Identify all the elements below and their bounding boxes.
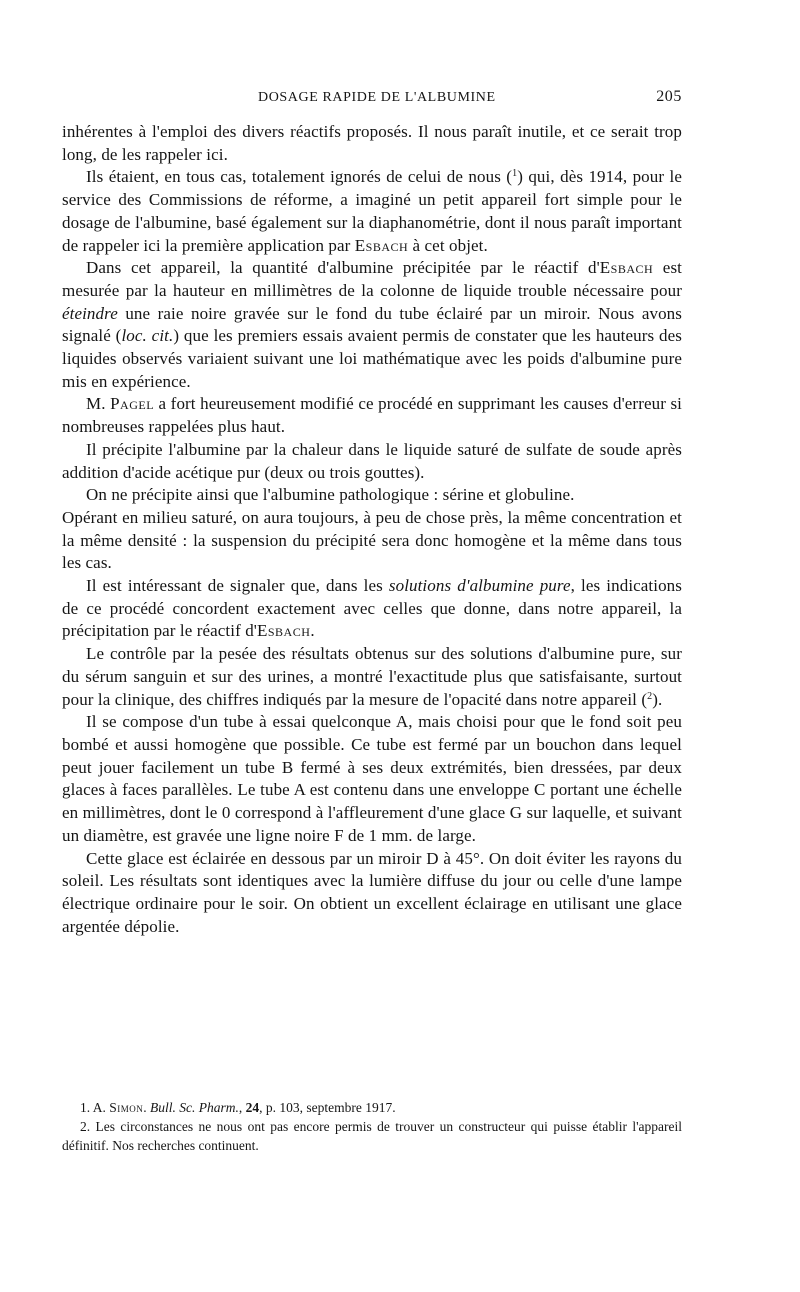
running-title: DOSAGE RAPIDE DE L'ALBUMINE	[258, 90, 496, 105]
text-run: Il précipite l'albumine par la chaleur dans le liquide saturé de sulfate de soude après addition d'acide acétique pur (deux ou trois gouttes).	[62, 439, 682, 482]
text-run: Il est intéressant de signaler que, dans les	[86, 576, 389, 596]
text-run: Dans cet appareil, la quantité d'albumine précipitée par le réactif d'	[86, 258, 600, 278]
journal-title: Bull. Sc. Pharm.	[150, 1100, 239, 1115]
italic-text: loc. cit.	[121, 326, 174, 346]
text-run: Opérant en milieu saturé, on aura toujours, à peu de chose près, la même concentration et la même densité : la suspension du précipité sera donc homogène et la même dans tous les cas.	[62, 507, 682, 573]
paragraph-9	[62, 643, 682, 711]
footnote-ref-2: 2	[647, 690, 653, 702]
text-run: Il se compose d'un tube à essai quelconque A, mais choisi pour que le fond soit peu bombé et aussi homogène que possible. Ce tube est fermé par un bouchon dans lequel peut jouer facilement un tube B fermé à ses deux extrémités, bien dressées, par deux glaces à faces parallèles. Le tube A est contenu dans une enveloppe C portant une échelle en millimètres, dont le 0 correspond à l'affleurement d'une glace G sur laquelle, et suivant un diamètre, est gravée une ligne noire F de 1 mm. de large.	[62, 712, 682, 845]
text-run: une raie noire gravée sur le fond du tube éclairé par un miroir. Nous avons signalé (	[62, 303, 682, 346]
paragraph-8	[62, 575, 682, 643]
body-text	[62, 121, 682, 938]
text-run: est mesurée par la hauteur en millimètres de la colonne de liquide trouble nécessaire pour	[62, 258, 682, 300]
text-run: , les indications de ce procédé concordent exactement avec celles que donne, dans notre appareil, la précipitation par le réactif d'	[62, 576, 682, 641]
author-name: Pagel	[110, 394, 155, 414]
paragraph-10	[62, 711, 682, 847]
text-run: ,	[238, 1100, 246, 1115]
paragraph-4	[62, 393, 682, 438]
footnote-ref-1: 1	[512, 168, 518, 180]
paragraph-3	[62, 257, 682, 393]
volume-number: 24	[245, 1100, 260, 1115]
paragraph-11	[62, 848, 682, 939]
author-name: Esbach	[256, 621, 311, 641]
paragraph-5	[62, 439, 682, 484]
paragraph-2	[62, 166, 682, 257]
text-run: Ils étaient, en tous cas, totalement ignorés de celui de nous (	[86, 167, 513, 187]
text-run: a fort heureusement modifié ce procédé en supprimant les causes d'erreur si nombreuses rappelées plus haut.	[62, 394, 683, 437]
text-run: ) qui, dès 1914, pour le service des Commissions de réforme, a imaginé un petit appareil fort simple pour le dosage de l'albumine, basé également sur la diaphanométrie, dont il nous paraît important de rappeler ici la première application par	[62, 167, 683, 255]
footnote-1	[62, 1098, 682, 1117]
text-run: .	[143, 1100, 151, 1115]
paragraph-1	[62, 121, 682, 166]
author-name: Esbach	[599, 258, 654, 278]
text-run: Le contrôle par la pesée des résultats obtenus sur des solutions d'albumine pure, sur du sérum sanguin et sur des urines, a montré l'exactitude plus que satisfaisante, surtout pour la clinique, des chiffres indiqués par la mesure de l'opacité dans notre appareil (	[62, 644, 682, 709]
paragraph-7	[62, 507, 682, 575]
text-run: ).	[652, 689, 663, 709]
author-name: Esbach	[354, 235, 409, 255]
text-run: Cette glace est éclairée en dessous par un miroir D à 45°. On doit éviter les rayons du soleil. Les résultats sont identiques avec la lumière diffuse du jour ou celle d'une lampe électrique ordinaire pour le soir. On obtient un excellent éclairage en utilisant une glace argentée dépolie.	[62, 848, 682, 936]
text-run: M.	[86, 394, 111, 414]
footnote-number: 1. A.	[80, 1100, 110, 1115]
paragraph-6	[62, 484, 682, 507]
text-run: ) que les premiers essais avaient permis de constater que les hauteurs des liquides observés variaient suivant une loi mathématique avec les poids d'albumine pure mis en expérience.	[62, 326, 682, 391]
text-run: , p. 103, septembre 1917.	[259, 1100, 396, 1115]
author-name: Simon	[109, 1100, 144, 1115]
text-run: inhérentes à l'emploi des divers réactifs proposés. Il nous paraît inutile, et ce serait trop long, de les rappeler ici.	[62, 122, 682, 164]
text-run: 2. Les circonstances ne nous ont pas encore permis de trouver un constructeur qui puisse établir l'appareil définitif. Nos recherches continuent.	[62, 1119, 682, 1153]
text-run: .	[310, 621, 315, 641]
italic-text: solutions d'albumine pure	[388, 576, 571, 596]
italic-text: éteindre	[62, 303, 118, 323]
footnotes	[62, 1098, 682, 1155]
text-run: à cet objet.	[408, 235, 488, 255]
text-run: On ne précipite ainsi que l'albumine pathologique : sérine et globuline.	[86, 485, 575, 505]
running-header	[62, 88, 682, 110]
page-number: 205	[656, 88, 682, 105]
footnote-2	[62, 1117, 682, 1155]
